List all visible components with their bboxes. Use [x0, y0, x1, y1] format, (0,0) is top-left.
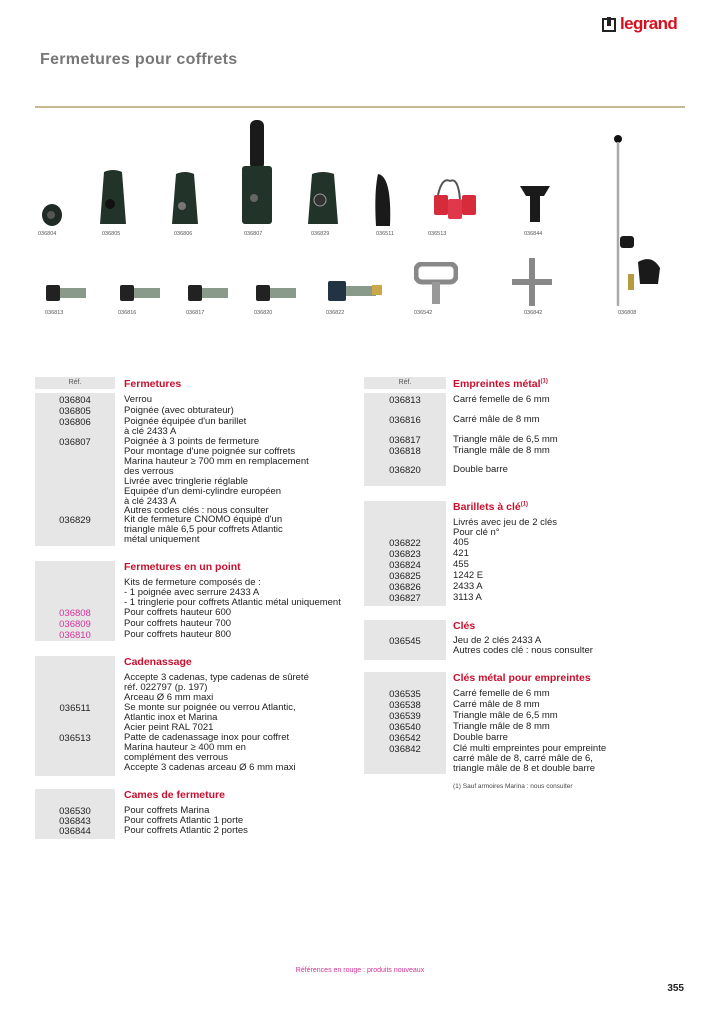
description-line: carré mâle de 8, carré mâle de 6, — [453, 753, 593, 764]
ref-code-new: 036808 — [59, 608, 91, 619]
description-line: Pour coffrets Marina — [124, 805, 210, 816]
ref-code: 036813 — [389, 395, 421, 406]
image-code: 036816 — [118, 310, 137, 316]
description-line: Pour clé n° — [453, 527, 500, 538]
product-image-barillet — [186, 283, 234, 303]
ref-code: 036826 — [389, 582, 421, 593]
section-title-text: Empreintes métal — [453, 378, 541, 390]
ref-code: 036807 — [59, 437, 91, 448]
ref-code: 036827 — [389, 593, 421, 604]
description-line: Carré femelle de 6 mm — [453, 688, 550, 699]
description-line: Triangle mâle de 8 mm — [453, 445, 550, 456]
description-line: 421 — [453, 548, 469, 559]
image-code: 036804 — [38, 231, 57, 237]
description-line: Livrés avec jeu de 2 clés — [453, 517, 558, 528]
product-image-came — [518, 180, 552, 228]
product-image-patte-cadenassage — [430, 175, 480, 227]
description-line: Pour coffrets Atlantic 1 porte — [124, 815, 244, 826]
product-image-poignee-3-points — [238, 118, 274, 228]
legrand-logo-mark — [602, 18, 616, 32]
description-line: Accepte 3 cadenas, type cadenas de sûreté — [124, 672, 309, 683]
product-image-cle-multi-empreintes — [510, 256, 554, 308]
description-line: Triangle mâle de 6,5 mm — [453, 710, 558, 721]
description-line: Livrée avec tringlerie réglable — [124, 476, 249, 487]
product-image-kit-cnomo — [306, 170, 340, 228]
image-code: 036820 — [254, 310, 273, 316]
description-line: Accepte 3 cadenas arceau Ø 6 mm maxi — [124, 762, 296, 773]
product-image-verrou — [40, 198, 64, 228]
image-code: 036842 — [524, 310, 543, 316]
page-number: 355 — [667, 983, 684, 994]
ref-code: 036804 — [59, 395, 91, 406]
image-code: 036806 — [174, 231, 193, 237]
product-image-barillet — [118, 283, 166, 303]
description-line: Verrou — [124, 394, 152, 405]
description-line: Arceau Ø 6 mm maxi — [124, 692, 214, 703]
description-line: à clé 2433 A — [124, 496, 177, 507]
ref-code: 036538 — [389, 700, 421, 711]
ref-code: 036824 — [389, 560, 421, 571]
brand-name: legrand — [620, 14, 678, 33]
description-line: Clé multi empreintes pour empreinte — [453, 743, 607, 754]
ref-code: 036540 — [389, 722, 421, 733]
image-code: 036513 — [428, 231, 447, 237]
product-image-barillet — [44, 283, 92, 303]
image-code: 036844 — [524, 231, 543, 237]
description-line: réf. 022797 (p. 197) — [124, 682, 208, 693]
description-line: Triangle mâle de 8 mm — [453, 721, 550, 732]
ref-code: 036822 — [389, 538, 421, 549]
description-line: 1242 E — [453, 570, 484, 581]
image-code: 036817 — [186, 310, 205, 316]
ref-code: 036542 — [389, 733, 421, 744]
description-line: Kit de fermeture CNOMO équipé d'un — [124, 514, 283, 525]
ref-code: 036545 — [389, 636, 421, 647]
description-line: Pour coffrets hauteur 800 — [124, 629, 232, 640]
ref-code-new: 036810 — [59, 630, 91, 641]
section-title-cames: Cames de fermeture — [124, 789, 225, 801]
description-line: triangle mâle de 8 et double barre — [453, 763, 596, 774]
description-line: Double barre — [453, 464, 508, 475]
ref-code: 036535 — [389, 689, 421, 700]
description-line: Carré mâle de 8 mm — [453, 699, 540, 710]
image-code: 036822 — [326, 310, 345, 316]
ref-code: 036816 — [389, 415, 421, 426]
description-line: Poignée (avec obturateur) — [124, 405, 234, 416]
description-line: Atlantic inox et Marina — [124, 712, 218, 723]
ref-code: 036817 — [389, 435, 421, 446]
description-line: Patte de cadenassage inox pour coffret — [124, 732, 290, 743]
description-line: Marina hauteur ≥ 700 mm en remplacement — [124, 456, 309, 467]
image-code: 036511 — [376, 231, 394, 237]
description-line: 2433 A — [453, 581, 483, 592]
ref-code: 036843 — [59, 816, 91, 827]
ref-code: 036823 — [389, 549, 421, 560]
ref-code: 036842 — [389, 744, 421, 755]
description-line: Marina hauteur ≥ 400 mm en — [124, 742, 246, 753]
description-line: complément des verrous — [124, 752, 229, 763]
description-line: Poignée à 3 points de fermeture — [124, 436, 260, 447]
image-code: 036808 — [618, 310, 637, 316]
description-line: Double barre — [453, 732, 508, 743]
product-image-poignee-barillet — [170, 170, 200, 228]
ref-code: 036539 — [389, 711, 421, 722]
section-title-cles: Clés — [453, 620, 476, 632]
product-image-cle-metal — [414, 262, 458, 306]
image-code: 036807 — [244, 231, 263, 237]
product-image-poignee — [98, 168, 128, 228]
ref-code: 036805 — [59, 406, 91, 417]
description-line: - 1 poignée avec serrure 2433 A — [124, 587, 260, 598]
image-code: 036813 — [45, 310, 64, 316]
ref-code: 036818 — [389, 446, 421, 457]
ref-code: 036820 — [389, 465, 421, 476]
product-image-barillet-cle — [326, 279, 386, 305]
new-products-note: Références en rouge : produits nouveaux — [295, 967, 425, 974]
description-line: 405 — [453, 537, 469, 548]
image-code: 036805 — [102, 231, 121, 237]
section-title-fermetures: Fermetures — [124, 378, 182, 390]
footnote: (1) Sauf armoires Marina : nous consulter — [453, 783, 573, 790]
description-line: Kits de fermeture composés de : — [124, 577, 261, 588]
footnote-marker: (1) — [540, 378, 548, 385]
description-line: 3113 A — [453, 592, 482, 603]
section-title-cadenassage: Cadenassage — [124, 656, 192, 668]
image-code: 036829 — [311, 231, 330, 237]
ref-code: 036806 — [59, 417, 91, 428]
section-title-cles-metal: Clés métal pour empreintes — [453, 672, 591, 684]
ref-code: 036511 — [59, 703, 91, 714]
page-title: Fermetures pour coffrets — [40, 51, 238, 68]
description-line: Pour coffrets hauteur 600 — [124, 607, 232, 618]
description-line: Carré mâle de 8 mm — [453, 414, 540, 425]
image-code: 036542 — [414, 310, 433, 316]
description-line: Pour montage d'une poignée sur coffrets — [124, 446, 296, 457]
description-line: Se monte sur poignée ou verrou Atlantic, — [124, 702, 296, 713]
description-line: - 1 tringlerie pour coffrets Atlantic métal uniquement — [124, 597, 341, 608]
product-image-tringlerie — [608, 134, 670, 310]
section-title-empreintes — [453, 378, 548, 390]
ref-code: 036844 — [59, 826, 91, 837]
section-title-fermetures-un-point: Fermetures en un point — [124, 561, 241, 573]
description-line: Autres codes clés : nous consulter — [124, 505, 269, 516]
description-line: des verrous — [124, 466, 174, 477]
ref-code: 036513 — [59, 733, 91, 744]
section-title-text: Barillets à clé — [453, 501, 521, 513]
product-image-barillet — [254, 283, 302, 303]
description-line: Autres codes clé : nous consulter — [453, 645, 593, 656]
description-line: Acier peint RAL 7021 — [124, 722, 214, 733]
description-line: 455 — [453, 559, 469, 570]
description-line: Pour coffrets hauteur 700 — [124, 618, 232, 629]
ref-header: Réf. — [398, 379, 412, 386]
ref-band — [35, 656, 115, 776]
ref-code-new: 036809 — [59, 619, 91, 630]
description-line: Carré femelle de 6 mm — [453, 394, 550, 405]
title-divider — [35, 106, 685, 108]
ref-code: 036825 — [389, 571, 421, 582]
description-line: Pour coffrets Atlantic 2 portes — [124, 825, 248, 836]
product-image-cadenassage — [372, 172, 394, 228]
description-line: Jeu de 2 clés 2433 A — [453, 635, 542, 646]
description-line: Equipée d'un demi-cylindre européen — [124, 486, 282, 497]
footnote-marker: (1) — [520, 501, 529, 508]
description-line: triangle mâle 6,5 pour coffrets Atlantic — [124, 524, 283, 535]
description-line: Poignée équipée d'un barillet — [124, 416, 247, 427]
section-title-barillets — [453, 501, 528, 513]
ref-code: 036829 — [59, 515, 91, 526]
ref-header: Réf. — [68, 379, 82, 386]
ref-code: 036530 — [59, 806, 91, 817]
description-line: métal uniquement — [124, 534, 200, 545]
description-line: Triangle mâle de 6,5 mm — [453, 434, 558, 445]
legrand-logo — [602, 16, 686, 36]
description-line: à clé 2433 A — [124, 426, 177, 437]
